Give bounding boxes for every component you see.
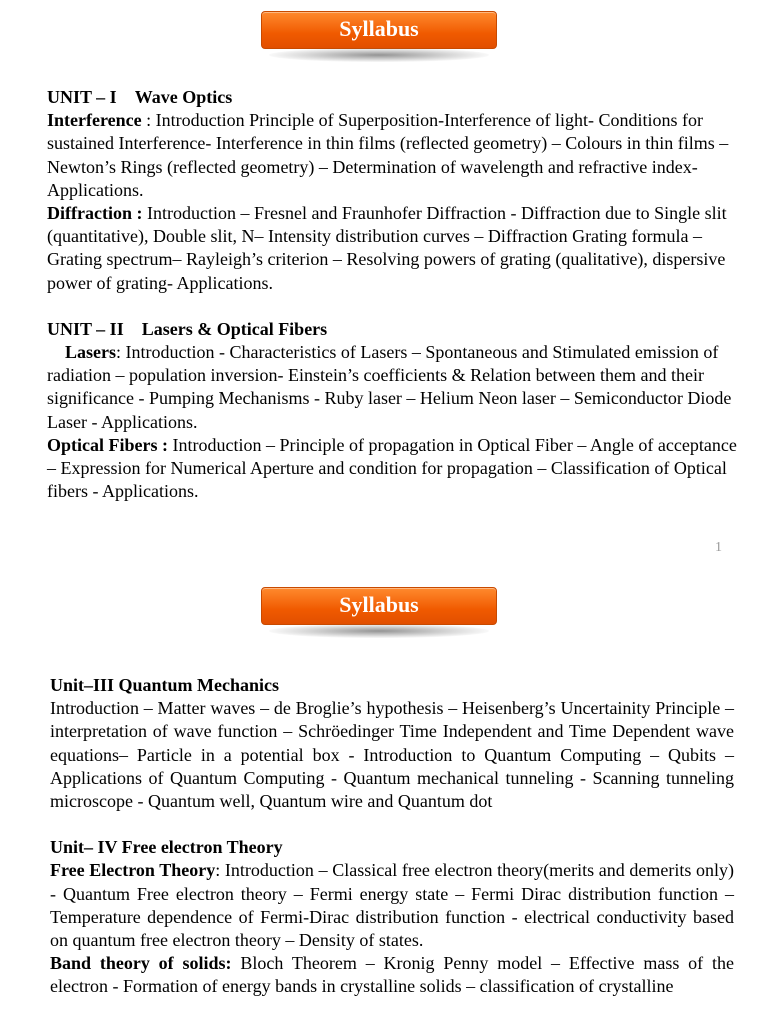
- banner-shadow: [269, 624, 489, 638]
- syllabus-banner: [261, 11, 497, 67]
- lasers-label: Lasers: [65, 342, 116, 363]
- slide-2: [0, 576, 768, 1024]
- optical-fibers-text: Introduction – Principle of propagation in Optical Fiber – Angle of acceptance – Expression for Numerical Aperture and condition for propagation – Classification of Optical fibers - Applications.: [47, 434, 737, 502]
- diffraction-text: Introduction – Fresnel and Fraunhofer Diffraction - Diffraction due to Single slit (quantitative), Double slit, N– Intensity distribution curves – Diffraction Grating formula – Grating spectrum– Rayleigh’s criterion – Resolving powers of grating (qualitative), dispersive power of grating- Applications.: [47, 203, 727, 293]
- diffraction-label: Diffraction :: [47, 203, 143, 224]
- unit-4-title: Unit– IV Free electron Theory: [50, 837, 283, 858]
- interference-label: Interference: [47, 110, 142, 131]
- unit-1-title: Wave Optics: [134, 87, 233, 107]
- unit-3-heading: [50, 674, 734, 697]
- free-electron-text: : Introduction – Classical free electron theory(merits and demerits only) - Quantum Free electron theory – Fermi energy state – Fermi Dirac distribution function –Temperature dependence of Fermi-Dirac distribution function - electrical conductivity based on quantum free electron theory – Density of states.: [50, 860, 734, 951]
- banner-title: Syllabus: [261, 11, 497, 49]
- slide-2-content: [50, 674, 734, 999]
- unit-1-number: UNIT – I: [47, 87, 117, 107]
- free-electron-label: Free Electron Theory: [50, 860, 216, 881]
- unit-3-title: Unit–III Quantum Mechanics: [50, 675, 280, 695]
- band-theory-paragraph: [50, 952, 734, 998]
- band-theory-label: Band theory of solids:: [50, 953, 232, 974]
- unit-3-text: Introduction – Matter waves – de Broglie’s hypothesis – Heisenberg’s Uncertainity Principle – interpretation of wave function – Schröedinger Time Independent and Time Dependent wave equations– Particle in a potential box - Introduction to Quantum Computing – Qubits – Applications of Quantum Computing - Quantum mechanical tunneling - Scanning tunneling microscope - Quantum well, Quantum wire and Quantum dot: [50, 698, 734, 812]
- free-electron-paragraph: [50, 859, 734, 952]
- unit-2-title: Lasers & Optical Fibers: [141, 318, 328, 339]
- interference-text: : Introduction Principle of Superposition-Interference of light- Conditions for sustained Interference- Interference in thin films (reflected geometry) – Colours in thin films – Newton’s Rings (reflected geometry) – Determination of wavelength and refractive index- Applications.: [47, 110, 729, 200]
- lasers-text: : Introduction - Characteristics of Lasers – Spontaneous and Stimulated emission of radiation – population inversion- Einstein’s coefficients & Relation between them and their significance - Pumping Mechanisms - Ruby laser – Helium Neon laser – Semiconductor Diode Laser - Applications.: [47, 342, 732, 432]
- optical-fibers-paragraph: [47, 434, 737, 504]
- interference-paragraph: [47, 109, 737, 202]
- slide-1-content: [47, 86, 737, 503]
- banner-title: Syllabus: [261, 587, 497, 625]
- lasers-paragraph: [47, 341, 737, 434]
- band-theory-text: Bloch Theorem – Kronig Penny model – Effective mass of the electron - Formation of energy bands in crystalline solids – classification of crystalline: [50, 953, 734, 997]
- optical-fibers-label: Optical Fibers :: [47, 434, 168, 455]
- unit-2-heading: [47, 318, 737, 341]
- diffraction-paragraph: [47, 202, 737, 295]
- banner-shadow: [269, 48, 489, 62]
- syllabus-banner: [261, 587, 497, 643]
- unit-4-heading: [50, 836, 734, 859]
- unit-2-number: UNIT – II: [47, 318, 124, 339]
- page-number: 1: [715, 540, 722, 555]
- unit-1-heading: [47, 86, 737, 109]
